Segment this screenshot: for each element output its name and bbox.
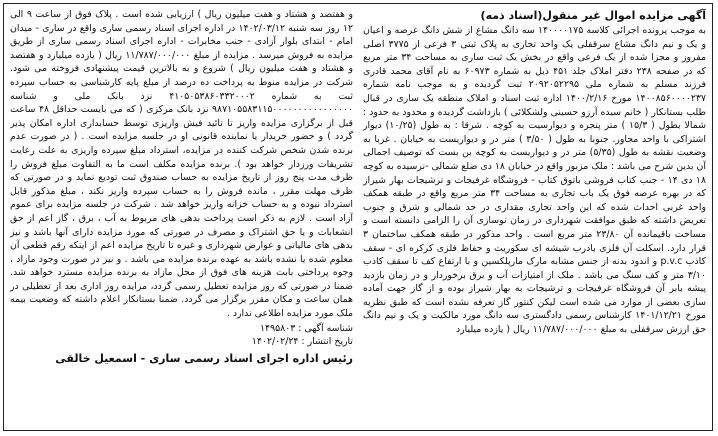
left-column <box>10 8 353 426</box>
notice-meta <box>10 322 353 349</box>
signature: رئیس اداره اجرای اسناد رسمی ساری - اسمعیل خالقی <box>55 351 353 365</box>
notice-columns <box>10 8 706 426</box>
right-column-body: به موجب پرونده اجرائی کلاسه ۱۴۰۰۰۰۱۷۵ سه دانگ مشاع از شش دانگ عرصه و اعیان و یک و نیم دانگ مشاع سرقفلی یک واحد تجاری به پلاک ثبتی ۳ فرعی از ۳۷۷۵ اصلی مفروز و مجزا شده از یک فرعی واقع در بخش یک ثبت ساری به مساحت ۳۴ متر مربع که در صفحه ۲۳۸ دفتر املاک جلد ۴۵۱ ذیل به شماره ۶۰۹۷۳ به نام آقای محمد قادری فرزند مسلم به شماره ملی ۲۰۹۲۰۵۲۲۹۵ ثبت گردیده و به موجب نامه شماره ۱۴۰۰۸۵۶۰۰۰۰۲۳۷ مورخ ۱۴۰۰/۲/۱۶ اداره ثبت اسناد و املاک منطقه یک ساری در قبال طلب بستانکار ( خانم سیده آرزو حسینی ولشکلائی ) بازداشت گردیده و محدود به حدود : شمالا بطول ( ۱۵/۳ ) متر پنجره و دیوارسیت به کوچه . شرقا : به طول (۱۰/۲۵) دیوار اشتراکی با واحد مجاور. جنوبا به طول ( ۳/۵۰ ) متر در و دیواریست به خیابان . غربا به وضعیت نقشه به طول (۵/۳۵) متر در و دیواریست به کوچه بن بست که توصیف اجمالی آن بدین شرح می باشد : ملک مزبور واقع در خیابان ۱۸ دی ضلع شمالی -نرسیده به کوچه ۱۸ دی ۱۴ - جنب کتاب فروشی باتوق کتاب - فروشگاه غرفیجات و ترشیجات بهار شیراز که در بهره عرصه فوق یک باب تجاری به مساحت ۳۴ متر مربع واقع در طبقه همکف واحد غربی احداث شده که این واحد تجاری مقداری در حد شمالی و شرق و جنوب تعریض داشته که طبق موافقت شهرداری در زمان نوسازی آن را الزامی دانسته است و مساحت باقیمانده آن ۲۳/۸۰ متر مربع است . واحد مذکور در طبقه همکف ساختمان ۳ قرار دارد. اسکلت آن فلزی بادرب شیشه ای سکوریت و حفاظ فلزی کرکره ای - سقف کاذب p.v.c و اندود بدنه از جنس مشابه مارک مارپلکسین و با ارتفاع کف تا سقف کاذب ۳/۱۰ متر و کف سنگ می باشد . ملک از امتیازات آب و برق برخوردار و در زمان بازدید پیشه بابر آن فروشگاه غرفیجات و ترشیجات به بهار شیراز بوده و از گاز جهت آماده سازی بعضی از موارد می شده است لیکن کنتور گاز تعرفه نشده است که طبق نظریه مورخ ۱۴۰۱/۱۲/۲۱ کارشناس رسمی دادگستری سه دانگ مورد مالکیت و یک و نیم دانگ حق ارزش سرقفلی به مبلغ ۱۱/۷۸۷/۰۰۰/۰۰۰ ریال ( یازده میلیارد <box>363 25 706 336</box>
auction-notice <box>3 3 713 431</box>
notice-id: شناسه آگهی : ۱۴۹۵۸۰۳ <box>260 322 353 334</box>
left-column-body: و هفتصد و هشتاد و هفت میلیون ریال ) ارزیابی شده است . پلاک فوق از ساعت ۹ الی ۱۲ روز سه شنبه ۱۴۰۲/۰۳/۱۲ در اداره اجرای اسناد رسمی ساری واقع در ساری - میدان امام - ابتدای بلوار آزادی - جنب مخابرات - اداره اجرای اسناد رسمی ساری از طریق مزایده به فروش میرسد . مزایده از مبلغ ۱۱/۷۸۷/۰۰۰/۰۰۰ ریال ( یازده میلیارد و هفتصد و هشتاد و هفت میلیون ریال ) شروع و به بالاترین قیمت پیشنهادی فروخته می شود. شرکت در مزایده منوط به پرداخت ده درصد از مبلغ پایه کارشناسی به حساب سپرده ثبت به شماره ۴۱۰۵۰۵۳۸۶۰۳۳۲۰۰۰۲ نزد بانک ملی و شناسه ۹۸۷۱۰۵۵۸۳۱۱۵۰۰۰۰۰۰۰۰۰۰۰۰۰۰۰۰ نزد بانک مرکزی ( که می بایست حداقل ۴۸ ساعت قبل از برگزاری مزایده واریز تا تائید فیش واریزی توسط حسابداری اداره امکان پذیر گردد ) و حضور خریدار یا نماینده قانونی او در جلسه مزایده است . ( در صورت عدم برنده شدن شخص شرکت کننده در مزایده، استرداد مبلغ سپرده واریزی به علت رعایت تشریفات ورزدار خواهد بود ). برنده مزایده مکلف است ما به التفاوت مبلغ فروش را ظرف مدت پنج روز از تاریخ مزایده به حساب صندوق ثبت تودیع نماید و در صورتی که ظرف مهلت مقرر ، مانده فروش را به حساب سپرده واریز نکند ، مبلغ مذکور قابل استرداد نبوده و به حساب خزانه واریز خواهد شد . شرکت در جلسه مزایده برای عموم آزاد است . لازم به ذکر است پرداخت بدهی های مربوط به آب ، برق ، گاز اعم از حق انشعابات و یا حق اشتراک و مصرف در صورتی که مورد مزایده دارای آنها باشد و نیز بدهی های مالیاتی و عوارض شهرداری و غیره تا تاریخ مزایده اعم از اینکه رقم قطعی آن معلوم شده یا نشده باشد به عهده برنده مزایده می باشد . و نیز در صورت وجود مازاد ، وجوه پرداختی بابت هزینه های فوق از محل مازاد به برنده مزایده مسترد خواهد شد. ضمنا در صورتی که روز مزایده تعطیل رسمی گردد، مزایده روز اداری بعد از تعطیلی در همان ساعت و مکان مقرر برگزار می گردد. ضمنا بستانکار اعلام داشته که وضعیت بیمه ملک مورد مزایده اطلاعی ندارد . <box>10 9 353 320</box>
publish-date: تاریخ انتشار : ۱۴۰۲/۰۲/۲۴ <box>251 336 353 348</box>
notice-title: آگهی مزایده اموال غیر منقول(اسناد ذمه) <box>480 9 706 22</box>
right-column <box>363 8 706 426</box>
